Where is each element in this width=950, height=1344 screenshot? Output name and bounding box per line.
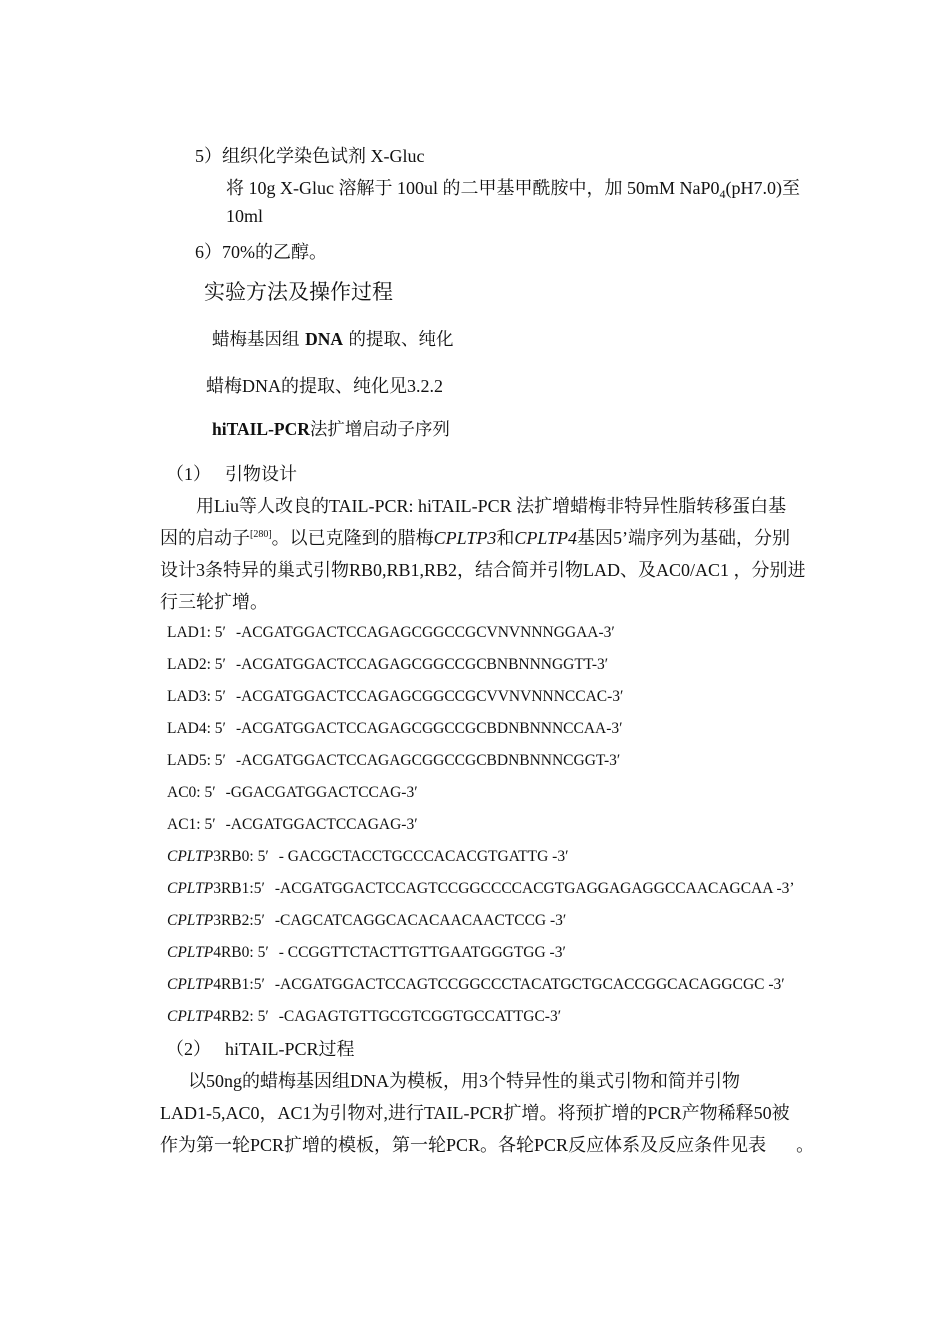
primer-name: LAD2: 5′	[167, 656, 226, 673]
primer-name: LAD3: 5′	[167, 688, 226, 705]
dna-extraction-text: 蜡梅DNA的提取、纯化见3.2.2	[206, 376, 443, 396]
text-fragment: 基因5’端序列为基础，分别	[577, 528, 791, 548]
reagent-item-5-line1-text: 将 10g X-Gluc 溶解于 100ul 的二甲基甲酰胺中，加 50mM NaP0	[226, 178, 720, 198]
primer-line	[167, 912, 566, 930]
primer-name: 4RB2: 5′	[213, 1008, 269, 1025]
primer-line	[167, 688, 623, 706]
paragraph-1-line-3: 设计3条特异的巢式引物RB0,RB1,RB2，结合简并引物LAD、及AC0/AC1 ，分别进	[160, 560, 806, 580]
step-title: 引物设计	[225, 464, 297, 484]
step-2-heading	[166, 1035, 355, 1061]
paragraph-2-line-3	[160, 1131, 814, 1157]
primer-name: 3RB2:5′	[213, 912, 265, 929]
primer-gene: CPLTP	[167, 1008, 214, 1025]
primer-line	[167, 880, 795, 898]
paragraph-1-line-1: 用Liu等人改良的TAIL-PCR: hiTAIL-PCR 法扩增蜡梅非特异性脂转移蛋白基	[196, 496, 787, 516]
reagent-item-5-line1	[226, 174, 800, 202]
step-number: （1）	[166, 464, 211, 484]
reagent-item-5-line2: 10ml	[226, 206, 264, 226]
step-1-heading	[166, 460, 297, 486]
text-fragment: 和	[496, 528, 515, 548]
primer-name: LAD1: 5′	[167, 624, 226, 641]
primer-sequence: -CAGAGTGTTGCGTCGGTGCCATTGC-3′	[278, 1008, 562, 1025]
primer-line	[167, 624, 615, 642]
gene-name: CPLTP4	[514, 528, 578, 548]
text-fragment: 。以已克隆到的腊梅	[271, 528, 434, 548]
primer-line	[167, 816, 418, 834]
gene-name: CPLTP3	[433, 528, 497, 548]
subscript: 4	[719, 187, 726, 201]
step-title: hiTAIL-PCR过程	[225, 1039, 355, 1059]
primer-gene: CPLTP	[167, 976, 214, 993]
primer-sequence: -GGACGATGGACTCCAG-3′	[225, 784, 418, 801]
primer-sequence: -ACGATGGACTCCAGAGCGGCCGCVVNVNNNCCAC-3′	[235, 688, 624, 705]
primer-sequence: -ACGATGGACTCCAGAGCGGCCGCBDNBNNNCGGT-3′	[235, 752, 621, 769]
primer-line	[167, 784, 418, 802]
primer-sequence: -CAGCATCAGGCACACAACAACTCCG -3′	[274, 912, 567, 929]
primer-gene: CPLTP	[167, 848, 214, 865]
subsection-title-dna-extraction	[212, 326, 454, 351]
paragraph-1-line-2	[160, 524, 790, 550]
primer-line	[167, 720, 623, 738]
primer-line	[167, 752, 620, 770]
subsection-title-hitail-pcr	[212, 416, 450, 441]
reagent-item-5-line1-end: (pH7.0)至	[725, 178, 800, 198]
primer-name: 3RB1:5′	[213, 880, 265, 897]
primer-name: 4RB0: 5′	[213, 944, 269, 961]
subsection-title-bold: hiTAIL-PCR	[212, 419, 310, 439]
paragraph-2-line-1: 以50ng的蜡梅基因组DNA为模板，用3个特异性的巢式引物和简并引物	[188, 1071, 740, 1091]
subsection-title-bold: DNA	[305, 329, 343, 349]
text-fragment: 。	[796, 1135, 815, 1155]
reagent-item-5-title: 5）组织化学染色试剂 X-Gluc	[195, 146, 425, 166]
primer-gene: CPLTP	[167, 880, 214, 897]
primer-sequence: -ACGATGGACTCCAGTCCGGCCCTACATGCTGCACCGGCACAGGCGC -3′	[274, 976, 785, 993]
paragraph-1-line-4: 行三轮扩增。	[160, 592, 268, 612]
primer-gene: CPLTP	[167, 944, 214, 961]
primer-sequence: - GACGCTACCTGCCCACACGTGATTG -3′	[278, 848, 569, 865]
step-number: （2）	[166, 1039, 211, 1059]
primer-sequence: -ACGATGGACTCCAGTCCGGCCCCACGTGAGGAGAGGCCAACAGCAA -3’	[274, 880, 795, 897]
primer-line	[167, 944, 566, 962]
primer-line	[167, 656, 608, 674]
subsection-title-post: 的提取、纯化	[342, 330, 454, 350]
primer-name: 3RB0: 5′	[213, 848, 269, 865]
citation-reference: [280]	[250, 529, 272, 540]
primer-sequence: - CCGGTTCTACTTGTTGAATGGGTGG -3′	[278, 944, 566, 961]
subsection-title-pre: 蜡梅基因组	[212, 330, 306, 350]
primer-name: LAD5: 5′	[167, 752, 226, 769]
primer-line	[167, 1008, 561, 1026]
primer-sequence: -ACGATGGACTCCAGAG-3′	[225, 816, 418, 833]
text-fragment: 作为第一轮PCR扩增的模板，第一轮PCR。各轮PCR反应体系及反应条件见表	[160, 1135, 767, 1155]
primer-name: AC0: 5′	[167, 784, 216, 801]
subsection-title-post: 法扩增启动子序列	[309, 420, 450, 440]
primer-line	[167, 976, 785, 994]
primer-gene: CPLTP	[167, 912, 214, 929]
text-fragment: 因的启动子	[160, 528, 250, 548]
primer-name: LAD4: 5′	[167, 720, 226, 737]
reagent-item-6: 6）70%的乙醇。	[195, 242, 327, 262]
primer-sequence: -ACGATGGACTCCAGAGCGGCCGCBNBNNNGGTT-3′	[235, 656, 609, 673]
paragraph-2-line-2: LAD1-5,AC0，AC1为引物对,进行TAIL-PCR扩增。将预扩增的PCR产物稀释50被	[160, 1103, 790, 1123]
primer-name: 4RB1:5′	[213, 976, 265, 993]
primer-name: AC1: 5′	[167, 816, 216, 833]
section-title: 实验方法及操作过程	[204, 280, 393, 304]
primer-line	[167, 848, 569, 866]
primer-sequence: -ACGATGGACTCCAGAGCGGCCGCBDNBNNNCCAA-3′	[235, 720, 623, 737]
primer-sequence: -ACGATGGACTCCAGAGCGGCCGCVNVNNNGGAA-3′	[235, 624, 615, 641]
